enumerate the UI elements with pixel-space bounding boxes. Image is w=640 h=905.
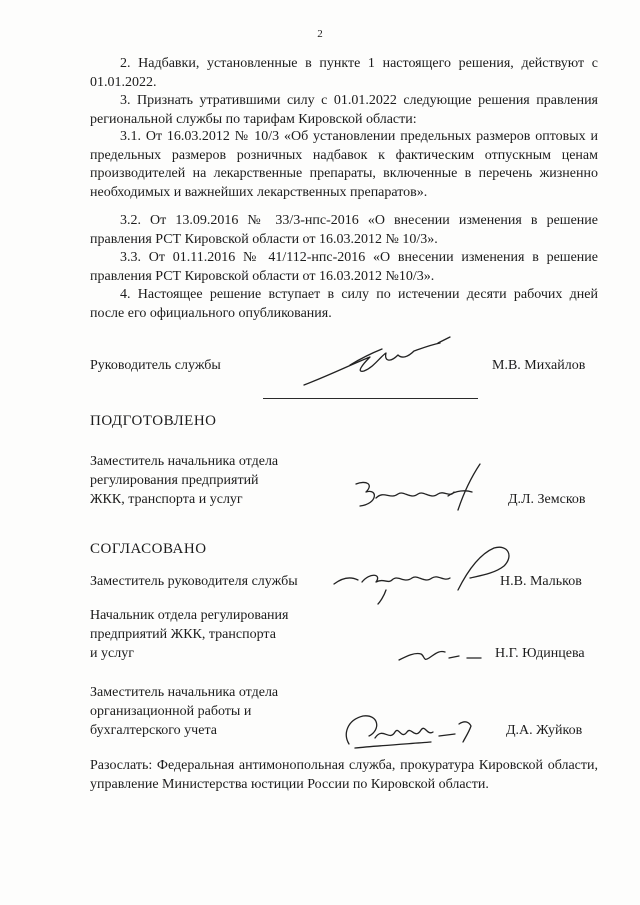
- signer-1-name: Н.В. Мальков: [500, 574, 582, 589]
- signer-3-name: Д.А. Жуйков: [506, 723, 583, 738]
- prepared-name: Д.Л. Земсков: [508, 492, 586, 507]
- signer-2-position-line-1: Начальник отдела регулирования: [90, 608, 289, 623]
- prepared-position-line-2: регулирования предприятий: [90, 473, 259, 488]
- signer-3-signature-image: [335, 706, 485, 754]
- agreed-heading: СОГЛАСОВАНО: [90, 541, 207, 557]
- signer-2-signature-image: [395, 640, 485, 670]
- signer-2-position-line-3: и услуг: [90, 646, 134, 661]
- signer-3-position-line-1: Заместитель начальника отдела: [90, 685, 279, 700]
- paragraph-4: 4. Настоящее решение вступает в силу по истечении десяти рабочих дней после его официального опубликования.: [90, 287, 598, 321]
- page-number: 2: [317, 28, 323, 40]
- prepared-position-line-3: ЖКК, транспорта и услуг: [90, 492, 243, 507]
- paragraph-2: 2. Надбавки, установленные в пункте 1 настоящего решения, действуют с 01.01.2022.: [90, 56, 598, 90]
- signer-3-position-line-2: организационной работы и: [90, 704, 252, 719]
- signer-1-signature-image: [328, 540, 528, 606]
- signer-2-name: Н.Г. Юдинцева: [495, 646, 585, 661]
- distribution-list: Разослать: Федеральная антимонопольная служба, прокуратура Кировской области, управление Министерства юстиции России по Кировской области.: [90, 758, 598, 792]
- head-position: Руководитель службы: [90, 358, 221, 373]
- paragraph-3-3: 3.3. От 01.11.2016 № 41/112-нпс-2016 «О внесении изменения в решение правления РСТ Кировской области от 16.03.2012 №10/3».: [90, 250, 598, 284]
- prepared-signature-image: [340, 462, 490, 524]
- signer-2-position-line-2: предприятий ЖКК, транспорта: [90, 627, 276, 642]
- signer-3-position-line-3: бухгалтерского учета: [90, 723, 217, 738]
- head-signature-image: [290, 335, 470, 395]
- signer-1-position: Заместитель руководителя службы: [90, 574, 298, 589]
- head-name: М.В. Михайлов: [492, 358, 586, 373]
- divider-line: [263, 398, 478, 399]
- prepared-heading: ПОДГОТОВЛЕНО: [90, 413, 217, 429]
- paragraph-3-1: 3.1. От 16.03.2012 № 10/3 «Об установлении предельных размеров оптовых и предельных размеров розничных надбавок к фактическим отпускным ценам производителей на лекарственные препараты, включенные в перечень жизненно необходимых и важнейших лекарственных препаратов».: [90, 129, 598, 200]
- paragraph-3-2: 3.2. От 13.09.2016 № 33/3-нпс-2016 «О внесении изменения в решение правления РСТ Кировской области от 16.03.2012 № 10/3».: [90, 213, 598, 247]
- prepared-position-line-1: Заместитель начальника отдела: [90, 454, 279, 469]
- paragraph-3: 3. Признать утратившими силу с 01.01.2022 следующие решения правления региональной службы по тарифам Кировской области:: [90, 93, 598, 127]
